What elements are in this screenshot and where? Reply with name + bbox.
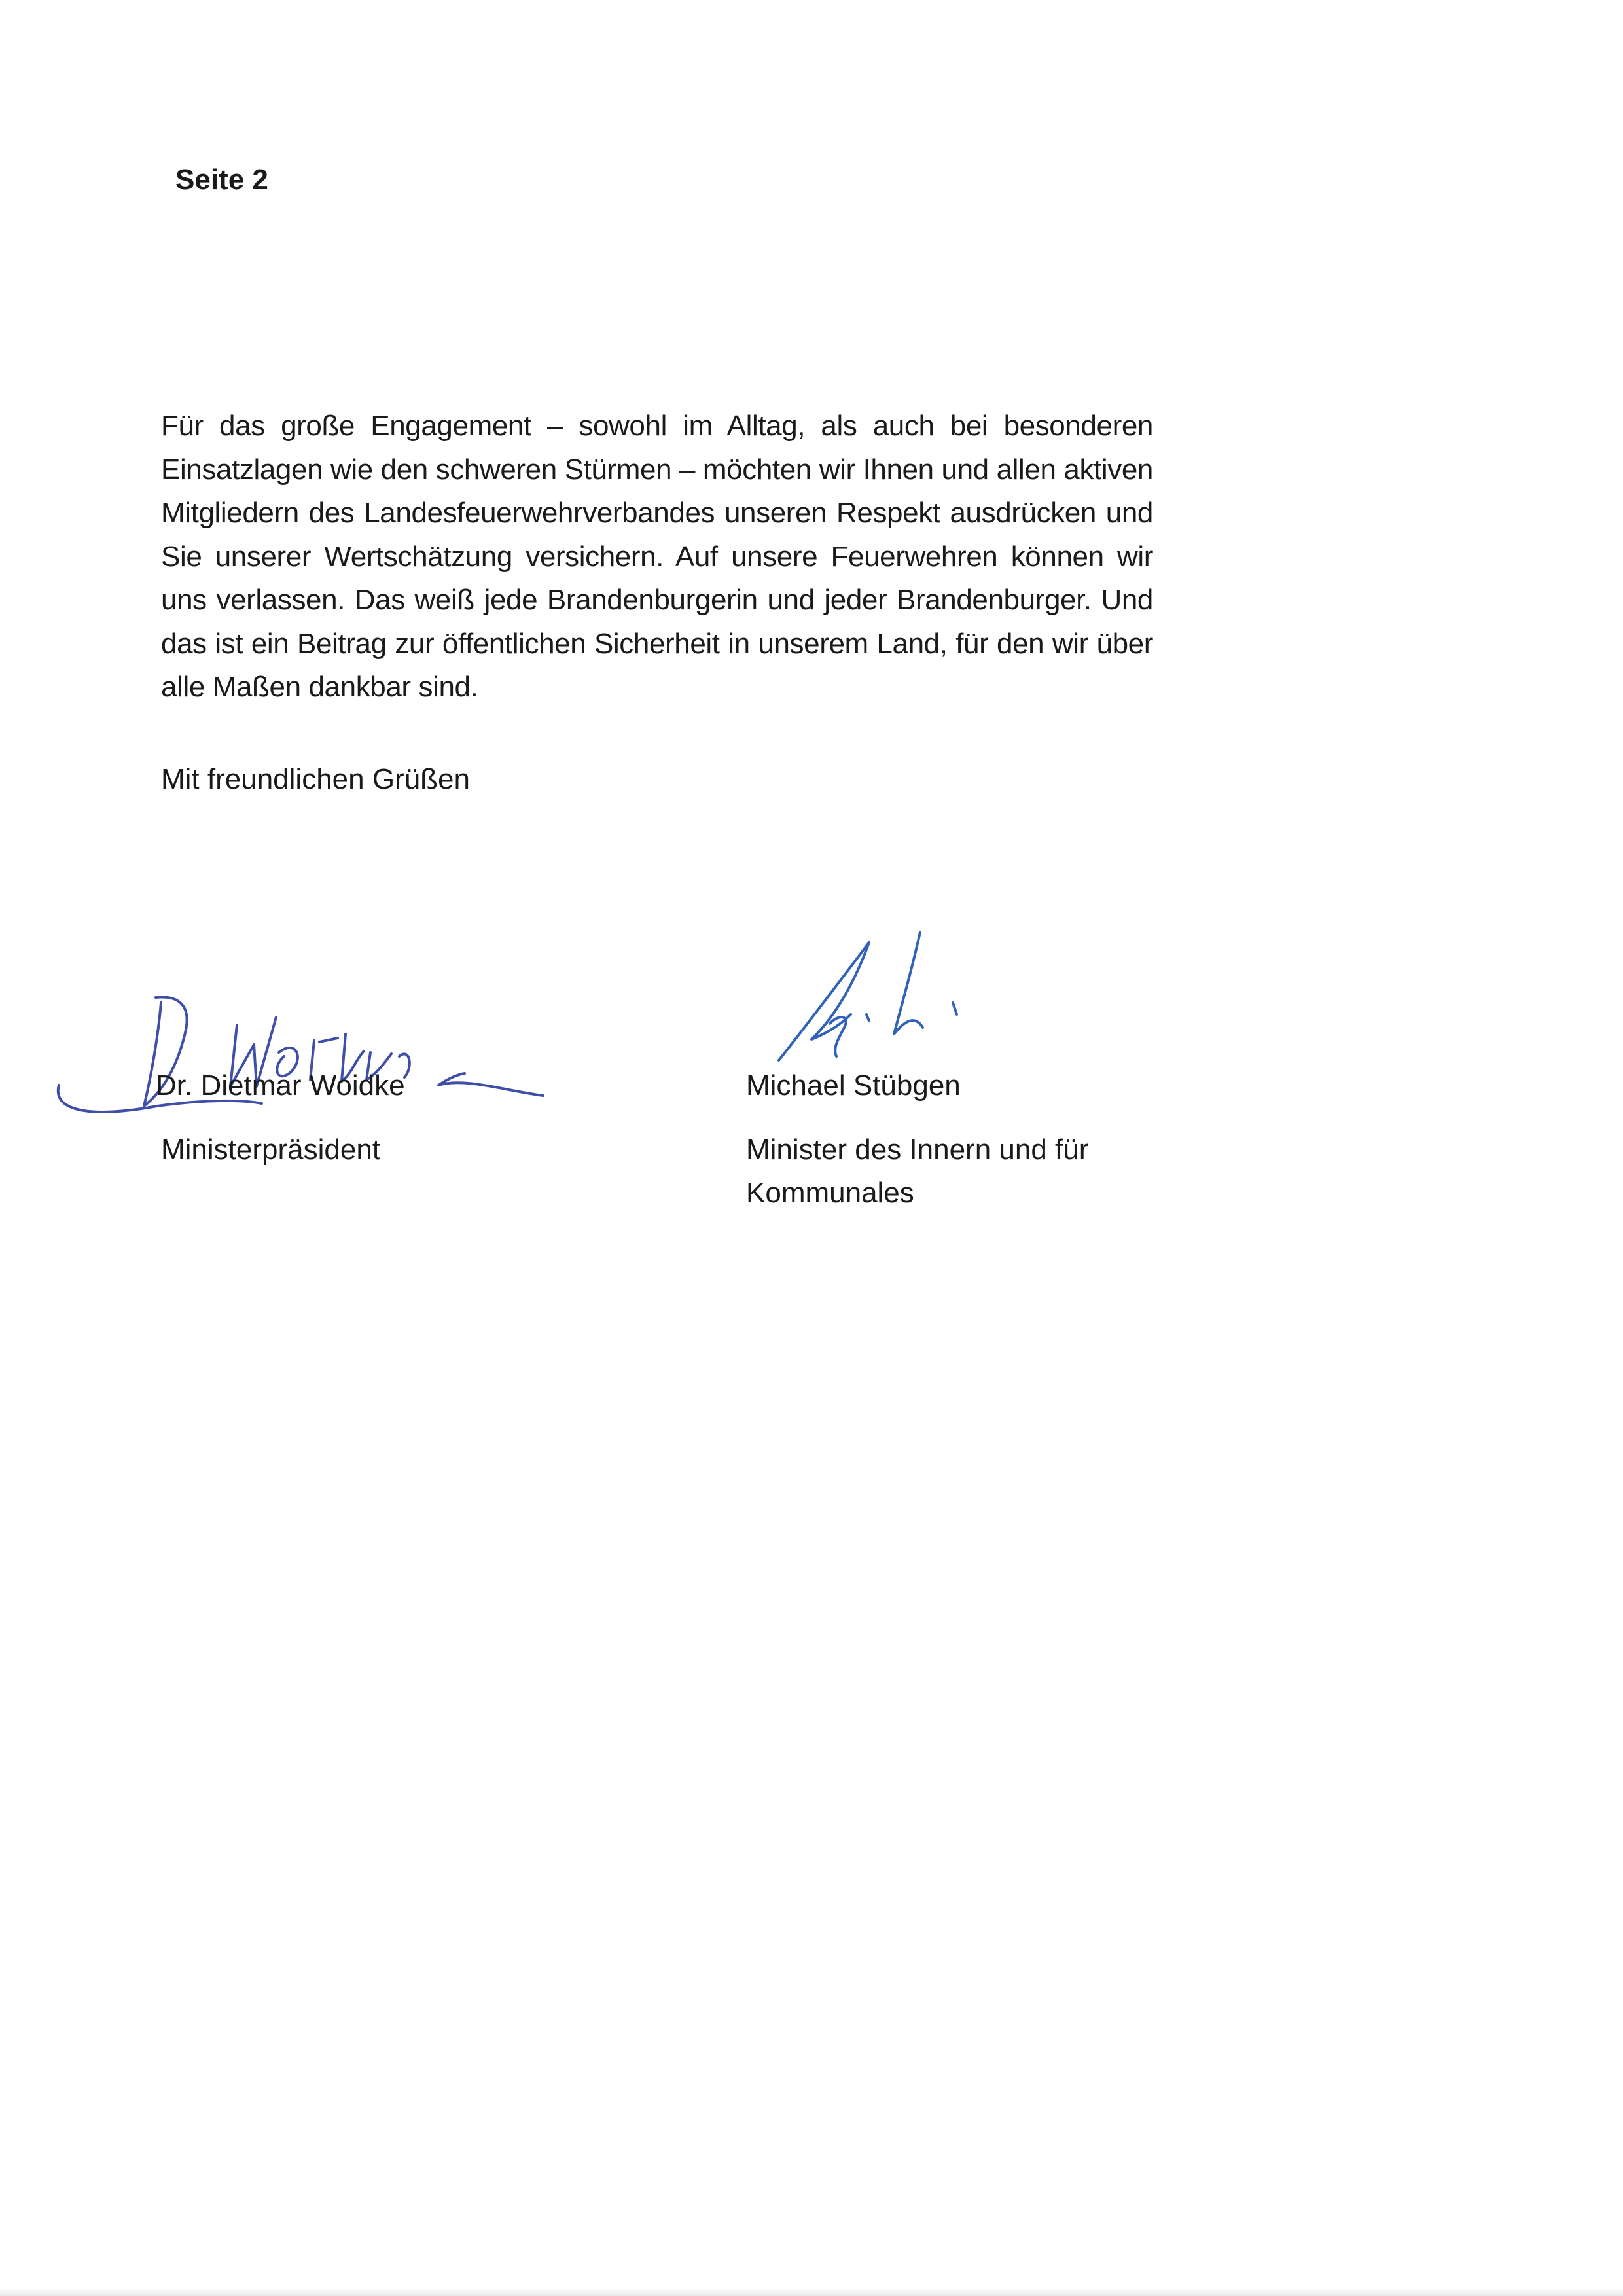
closing-salutation: Mit freundlichen Grüßen xyxy=(161,763,470,795)
signature-stuebgen xyxy=(759,916,1008,1073)
letter-body-paragraph: Für das große Engagement – sowohl im Alltag, als auch bei besonderen Einsatzlagen wie den schweren Stürmen – möchten wir Ihnen und allen aktiven Mitgliedern des Landesfeuerwehrverbandes unseren Respekt ausdrücken und Sie unserer Wertschätzung versichern. Auf unsere Feuerwehren können wir uns verlassen. Das weiß jede Brandenburgerin und jeder Brandenburger. Und das ist ein Beitrag zur öffentlichen Sicherheit in unserem Land, für den wir über alle Maßen dankbar sind. xyxy=(161,410,1153,703)
signatory-title-stuebgen: Minister des Innern und für Kommunales xyxy=(746,1134,1089,1209)
scan-edge-shadow xyxy=(0,2288,1623,2296)
signatory-title-woidke: Ministerpräsident xyxy=(161,1134,381,1166)
signatory-name-woidke: Dr. Dietmar Woidke xyxy=(156,1069,405,1102)
signatory-name-stuebgen: Michael Stübgen xyxy=(746,1069,961,1102)
page-number: Seite 2 xyxy=(175,164,268,196)
